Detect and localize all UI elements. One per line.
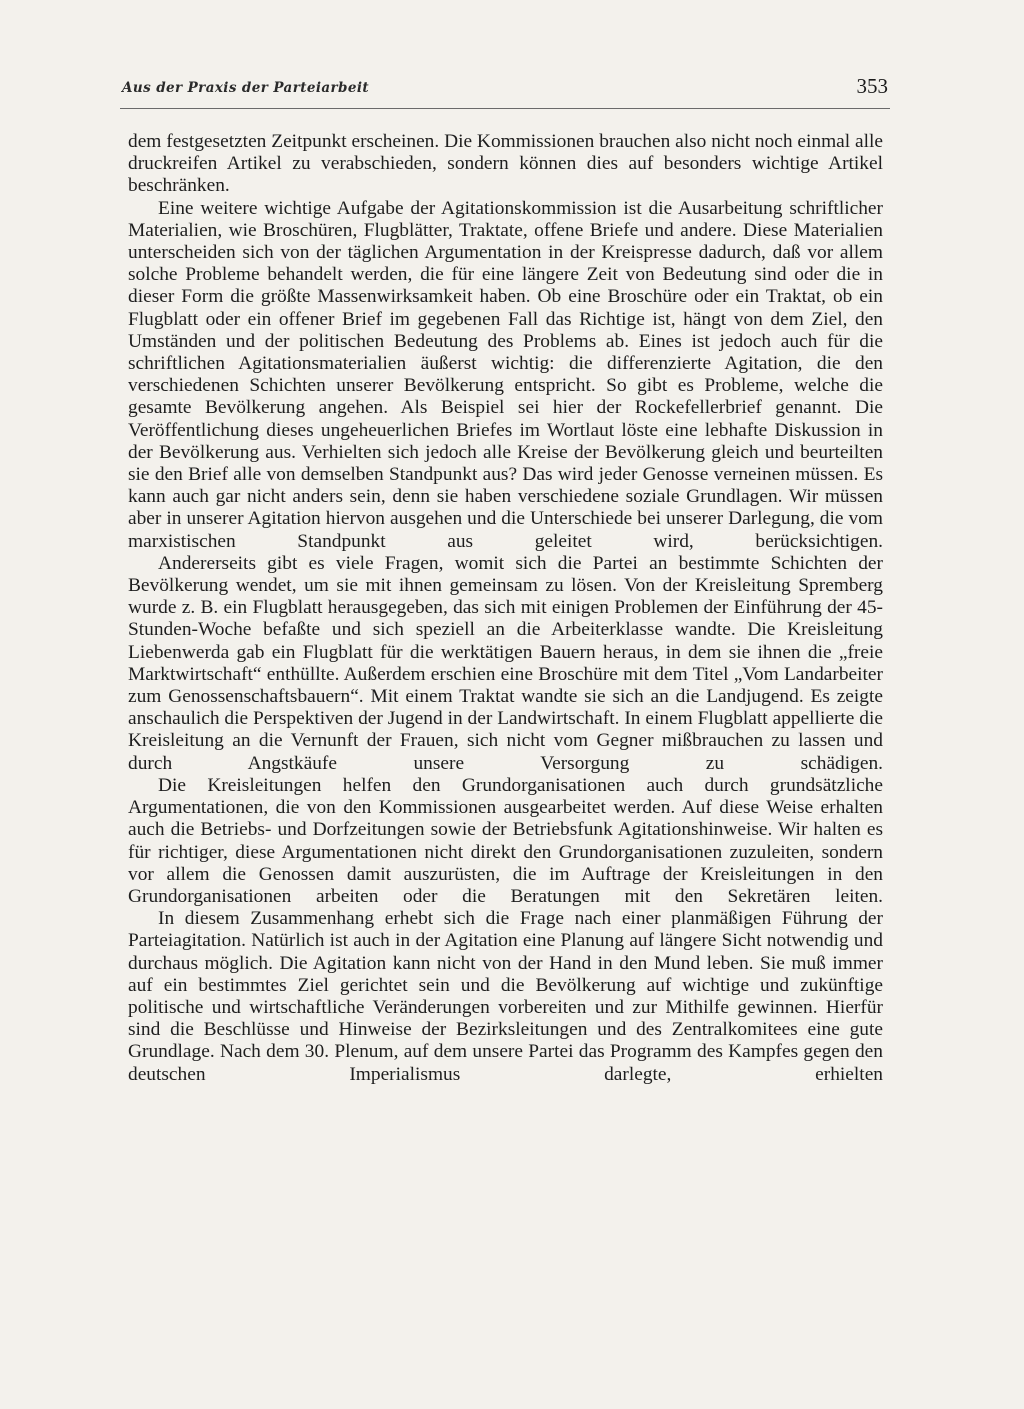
section-title: Aus der Praxis der Parteiarbeit (122, 80, 370, 96)
paragraph: Andererseits gibt es viele Fragen, womit sich die Partei an bestimmte Schichten der Bevölkerung wendet, um sie mit ihnen gemeinsam zu lösen. Von der Kreisleitung Spremberg wurde z. B. ein Flugblatt herausgegeben, das sich mit einigen Problemen der Einführung der 45-Stunden-Woche befaßte und sich speziell an die Arbeiterklasse wandte. Die Kreisleitung Liebenwerda gab ein Flugblatt für die werktätigen Bauern heraus, in dem sie ihnen die „freie Marktwirtschaft“ enthüllte. Außerdem erschien eine Broschüre mit dem Titel „Vom Landarbeiter zum Genossenschaftsbauern“. Mit einem Traktat wandte sie sich an die Landjugend. Es zeigte anschaulich die Perspektiven der Jugend in der Landwirtschaft. In einem Flugblatt appellierte die Kreisleitung an die Vernunft der Frauen, sich nicht vom Gegner mißbrauchen zu lassen und durch Angstkäufe unsere Versorgung zu schädigen. (128, 552, 883, 774)
page-number: 353 (856, 74, 888, 98)
paragraph: Eine weitere wichtige Aufgabe der Agitationskommission ist die Ausarbeitung schriftlicher Materialien, wie Broschüren, Flugblätter, Traktate, offene Briefe und andere. Diese Materialien unterscheiden sich von der täglichen Argumentation in der Kreispresse dadurch, daß vor allem solche Probleme behandelt werden, die für eine längere Zeit von Bedeutung sind oder die in dieser Form die größte Massenwirksamkeit haben. Ob eine Broschüre oder ein Traktat, ob ein Flugblatt oder ein offener Brief im gegebenen Fall das Richtige ist, hängt von dem Ziel, den Umständen und der politischen Bedeutung des Problems ab. Eines ist jedoch auch für die schriftlichen Agitationsmaterialien äußerst wichtig: die differenzierte Agitation, die den verschiedenen Schichten unserer Bevölkerung entspricht. So gibt es Probleme, welche die gesamte Bevölkerung angehen. Als Beispiel sei hier der Rockefellerbrief genannt. Die Veröffentlichung dieses ungeheuerlichen Briefes im Wortlaut löste eine lebhafte Diskussion in der Bevölkerung aus. Verhielten sich jedoch alle Kreise der Bevölkerung gleich und beurteilten sie den Brief alle von demselben Standpunkt aus? Das wird jeder Genosse verneinen müssen. Es kann auch gar nicht anders sein, denn sie haben verschiedene soziale Grundlagen. Wir müssen aber in unserer Agitation hiervon ausgehen und die Unterschiede bei unserer Darlegung, die vom marxistischen Standpunkt aus geleitet wird, berücksichtigen. (128, 197, 883, 552)
paragraph: In diesem Zusammenhang erhebt sich die Frage nach einer planmäßigen Führung der Parteiagitation. Natürlich ist auch in der Agitation eine Planung auf längere Sicht notwendig und durchaus möglich. Die Agitation kann nicht von der Hand in den Mund leben. Sie muß immer auf ein bestimmtes Ziel gerichtet sein und die Bevölkerung auf wichtige und zukünftige politische und wirtschaftliche Veränderungen vorbereiten und zur Mithilfe gewinnen. Hierfür sind die Beschlüsse und Hinweise der Bezirksleitungen und des Zentralkomitees eine gute Grundlage. Nach dem 30. Plenum, auf dem unsere Partei das Programm des Kampfes gegen den deutschen Imperialismus darlegte, erhielten (128, 908, 883, 1085)
body-text (128, 131, 883, 1086)
paragraph: Die Kreisleitungen helfen den Grundorganisationen auch durch grundsätzliche Argumentationen, die von den Kommissionen ausgearbeitet werden. Auf diese Weise erhalten auch die Betriebs- und Dorfzeitungen sowie der Betriebsfunk Agitationshinweise. Wir halten es für richtiger, diese Argumentationen nicht direkt den Grundorganisationen zuzuleiten, sondern vor allem die Genossen damit auszurüsten, die im Auftrage der Kreisleitungen in den Grundorganisationen arbeiten oder die Beratungen mit den Sekretären leiten. (128, 774, 883, 907)
paragraph: dem festgesetzten Zeitpunkt erscheinen. Die Kommissionen brauchen also nicht noch einmal alle druckreifen Artikel zu verabschieden, sondern können dies auf besonders wichtige Artikel beschränken. (128, 131, 883, 197)
running-header (120, 72, 890, 109)
